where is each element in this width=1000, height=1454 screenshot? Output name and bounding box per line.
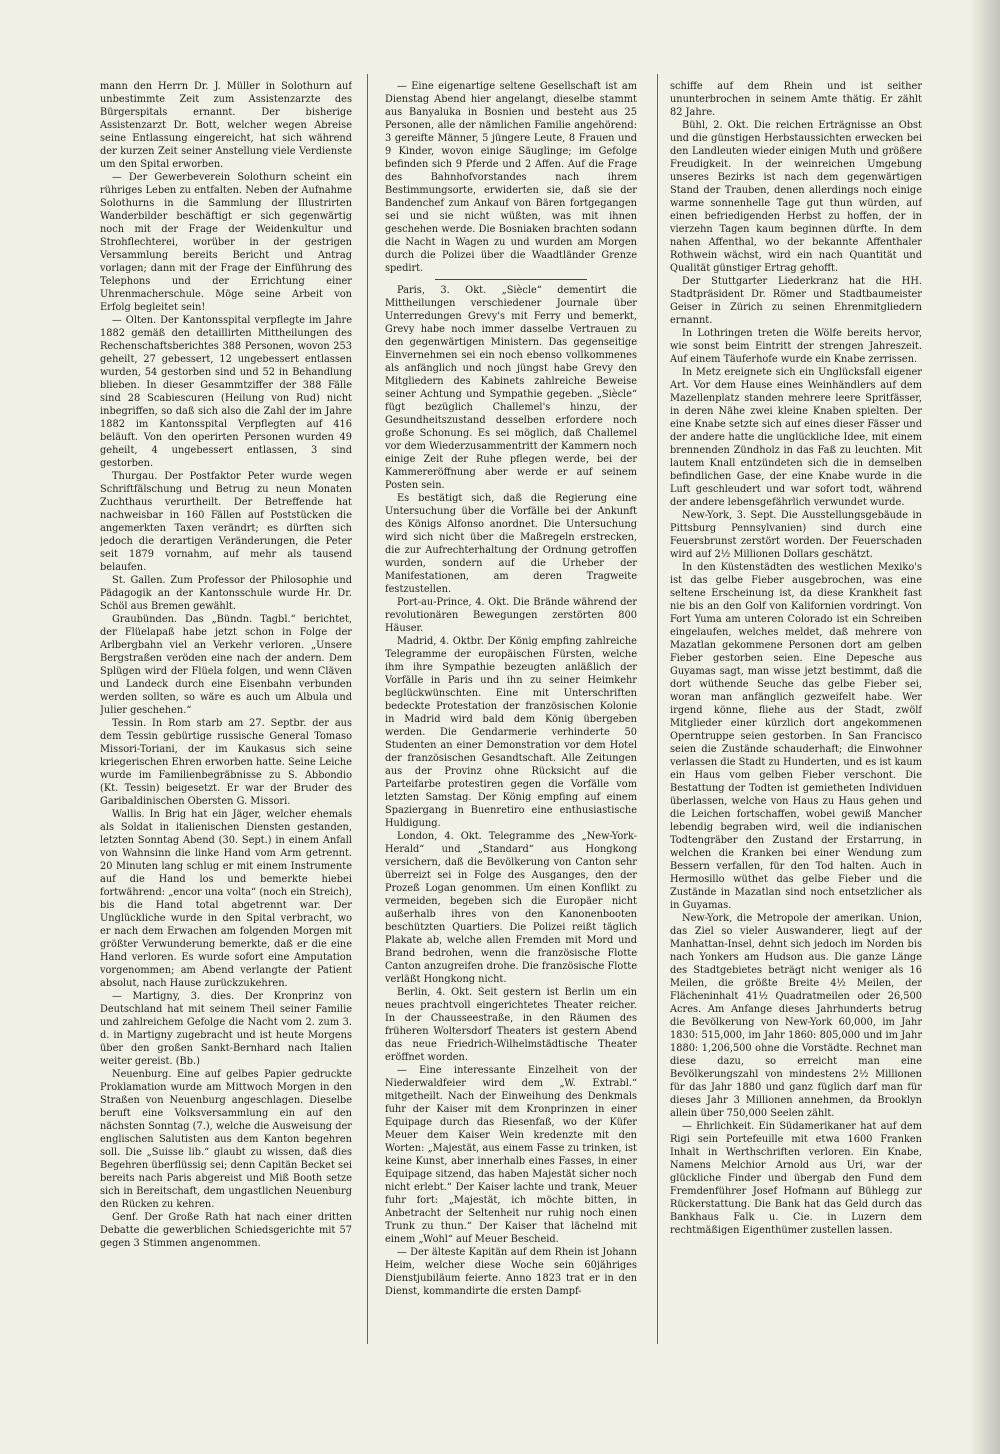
article-st-gallen: St. Gallen. Zum Professor der Philosophie und Pädagogik an der Kantonsschule wurde Hr. Dr. Schöl aus Bremen gewählt.	[100, 575, 352, 612]
article-bosniaken: — Eine eigenartige seltene Gesellschaft ist am Dienstag Abend hier angelangt, dieselbe stammt aus Banyaluka in Bosnien und besteht aus 25 Personen, alle der nämlichen Familie angehörend: 3 gereifte Männer, 5 jüngere Leute, 8 Frauen und 9 Kinder, wovon einige Säuglinge; im Gefolge befinden sich 9 Pferde und 2 Affen. Auf die Frage des Bahnhofvorstandes nach ihrem Bestimmungsorte, erwiderten sie, daß sie der Bandenchef zum Ankauf von Bären fortgegangen sei und sie nicht wüßten, was mit ihnen geschehen werde. Die Bosniaken brachten sodann die Nacht in Wagen zu und wurden am Morgen durch die Polizei über die Waadtländer Grenze spedirt.	[385, 81, 637, 274]
article-metz: In Metz ereignete sich ein Unglücksfall eigener Art. Vor dem Hause eines Weinhändlers auf dem Mazellenplatz standen mehrere leere Spritfässer, in deren Nähe zwei kleine Knaben spielten. Der eine Knabe setzte sich auf eines dieser Fässer und der andere hatte die unglückliche Idee, mit einem brennenden Zündholz in das Faß zu leuchten. Mit lautem Knall entzündeten sich die in demselben befindlichen Gase, der eine Knabe wurde in die Luft geschleudert und war sofort todt, während der andere lebensgefährlich verwundet wurde.	[670, 367, 922, 508]
article-new-york-brand: New-York, 3. Sept. Die Ausstellungsgebäude in Pittsburg Pennsylvanien) sind durch eine Feuersbrunst zerstört worden. Der Feuerschaden wird auf 2½ Millionen Dollars geschätzt.	[670, 510, 922, 560]
column-2	[385, 80, 637, 1420]
article-wallis: Wallis. In Brig hat ein Jäger, welcher ehemals als Soldat in italienischen Diensten gestanden, letzten Sonntag Abend (30. Sept.) in einem Anfall von Wahnsinn die linke Hand vom Arm getrennt. 20 Minuten lang schlug er mit einem Instrumente auf die Hand los und bemerkte hiebei fortwährend: „encor una volta“ (noch ein Streich), bis die Hand total abgetrennt war. Der Unglückliche wurde in den Spital verbracht, wo er nach dem Erwachen am folgenden Morgen mit größter Verwunderung bemerkte, daß er die eine Hand verloren. Es wurde sofort eine Amputation vorgenommen; am Abend verlangte der Patient absolut, nach Hause zurückzukehren.	[100, 809, 352, 989]
article-tessin: Tessin. In Rom starb am 27. Septbr. der aus dem Tessin gebürtige russische General Tomaso Missori-Toriani, der im Kaukasus sich seine kriegerischen Ehren erworben hatte. Seine Leiche wurde im Familienbegräbnisse zu S. Abbondio (Kt. Tessin) beigesetzt. Er war der Bruder des Garibaldinischen Obersten G. Missori.	[100, 718, 352, 807]
article-gewerbeverein: — Der Gewerbeverein Solothurn scheint ein rühriges Leben zu entfalten. Neben der Aufnahme Solothurns in die Sammlung der Illustrirten Wanderbilder beschäftigt er sich gegenwärtig noch mit der Frage der Weidenkultur und Strohflechterei, worüber in der gestrigen Versammlung bereits Bericht und Antrag vorlagen; dann mit der Frage der Einführung des Telephons und der Errichtung einer Uhrenmacherschule. Möge seine Arbeit von Erfolg begleitet sein!	[100, 172, 352, 313]
article-ehrlichkeit: — Ehrlichkeit. Ein Südamerikaner hat auf dem Rigi sein Portefeuille mit etwa 1600 Franken Inhalt in Werthschriften verloren. Ein Knabe, Namens Melchior Arnold aus Uri, war der glückliche Finder und übergab den Fund dem Fremdenführer Josef Hofmann auf Bühlegg zur Rückerstattung. Die Bank hat das Geld durch das Bankhaus Falk u. Cie. in Luzern dem rechtmäßigen Eigenthümer zustellen lassen.	[670, 1121, 922, 1236]
article-kapitaen-cont: schiffe auf dem Rhein und ist seither ununterbrochen in seinem Amte thätig. Er zählt 82 Jahre.	[670, 81, 922, 118]
article-paris-untersuchung: Es bestätigt sich, daß die Regierung eine Untersuchung über die Vorfälle bei der Ankunft des Königs Alfonso anordnet. Die Untersuchung wird sich nicht über die Maßregeln erstrecken, die zur Aufrechterhaltung der Ordnung getroffen wurden, sondern auf die Urheber der Manifestationen, am deren Tragweite festzustellen.	[385, 493, 637, 595]
article-thurgau: Thurgau. Der Postfaktor Peter wurde wegen Schriftfälschung und Betrug zu neun Monaten Zuchthaus verurtheilt. Der Betreffende hat nachweisbar in 160 Fällen auf Poststücken die angemerkten Taxen verändrt; es dürften sich jedoch die derartigen Veränderungen, die Peter seit 1879 vornahm, auf mehr als tausend belaufen.	[100, 471, 352, 573]
article-martigny: — Martigny, 3. dies. Der Kronprinz von Deutschland hat mit seinem Theil seiner Familie und zahlreichem Gefolge die Nacht vom 2. zum 3. d. in Martigny zugebracht und ist heute Morgens über den großen Sankt-Bernhard nach Italien weiter gereist. (Bb.)	[100, 991, 352, 1067]
article-madrid: Madrid, 4. Oktbr. Der König empfing zahlreiche Telegramme der europäischen Fürsten, welche ihm ihre Sympathie bezeugten anläßlich der Vorfälle in Paris und ihn zu seiner Heimkehr beglückwünschten. Eine mit Unterschriften bedeckte Protestation der französischen Kolonie in Madrid wird bald dem König übergeben werden. Die Gendarmerie verhinderte 50 Studenten an einer Demonstration vor dem Hotel der französischen Gesandtschaft. Alle Zeitungen aus der Provinz ohne Rücksicht auf die Parteifarbe protestiren gegen die Vorfälle vom letzten Samstag. Der König empfing auf einem Spaziergang in Buenretiro eine enthusiastische Huldigung.	[385, 636, 637, 829]
article-buehl: Bühl, 2. Okt. Die reichen Erträgnisse an Obst und die günstigen Herbstaussichten erwecken bei den Landleuten wieder einigen Muth und größere Freudigkeit. In der weinreichen Umgebung unseres Bezirks ist nach dem gegenwärtigen Stand der Trauben, denen allerdings noch einige warme sonnenhelle Tage gut thun würden, auf einen befriedigenden Herbst zu hoffen, der in vierzehn Tagen kaum beginnen dürfte. In dem nahen Affenthal, wo der bekannte Affenthaler Rothwein wächst, wird ein nach Quantität und Qualität günstiger Ertrag gehofft.	[670, 120, 922, 274]
article-paris: Paris, 3. Okt. „Siècle“ dementirt die Mittheilungen verschiedener Journale über Unterredungen Grevy's mit Ferry und bemerkt, Grevy habe noch immer dasselbe Vertrauen zu den gegenwärtigen Ministern. Das gegenseitige Einvernehmen sei ein noch ebenso vollkommenes als anfänglich und noch jüngst habe Grevy den Mitgliedern des Kabinets zahlreiche Beweise seiner Achtung und Sympathie gegeben. „Siècle“ fügt bezüglich Challemel's hinzu, der Gesundheitszustand desselben erfordere noch große Schonung. Es sei möglich, daß Challemel vor dem Wiederzusammentritt der Kammern noch einige Zeit der Ruhe pflegen werde, bei der Kammereröffnung aber werde er auf seinem Posten sein.	[385, 285, 637, 491]
article-kapitaen: — Der älteste Kapitän auf dem Rhein ist Johann Heim, welcher diese Woche sein 60jähriges Dienstjubiläum feierte. Anno 1823 trat er in den Dienst, kommandirte die ersten Dampf-	[385, 1247, 637, 1297]
article-solothurn-spital: mann den Herrn Dr. J. Müller in Solothurn auf unbestimmte Zeit zum Assistenzarzte des Bürgerspitals ernannt. Der bisherige Assistenzarzt Dr. Bott, welcher wegen Abreise seine Entlassung eingereicht, hat sich während der kurzen Zeit seiner Anstellung viele Verdienste um den Spital erworben.	[100, 81, 352, 170]
article-graubuenden: Graubünden. Das „Bündn. Tagbl.“ berichtet, der Flüelapaß habe jetzt schon in Folge der Arlbergbahn viel an Verkehr verloren. „Unsere Bergstraßen veröden eine nach der andern. Dem Splügen wird der Flüela folgen, und wenn Cläven und Landeck durch eine Eisenbahn verbunden werden sollten, so wäre es auch um Albula und Julier geschehen.“	[100, 614, 352, 716]
column-1	[100, 80, 352, 1420]
article-lothringen: In Lothringen treten die Wölfe bereits hervor, wie sonst beim Eintritt der strengen Jahreszeit. Auf einem Täuferhofe wurde ein Knabe zerrissen.	[670, 328, 922, 365]
column-rule-right	[657, 74, 658, 1344]
article-olten: — Olten. Der Kantonsspital verpflegte im Jahre 1882 gemäß den detaillirten Mittheilungen des Rechenschaftsberichtes 388 Personen, wovon 253 geheilt, 27 gebessert, 12 ungebessert entlassen wurden, 54 gestorben sind und 52 in Behandlung blieben. In dieser Gesammtziffer der 388 Fälle sind 28 Scabiescuren (Heilung von Rud) nicht inbegriffen, so daß sich also die Zahl der im Jahre 1882 im Kantonsspital Verpflegten auf 416 beläuft. Von den operirten Personen wurden 49 geheilt, 4 ungebessert entlassen, 3 sind gestorben.	[100, 315, 352, 469]
article-genf: Genf. Der Große Rath hat nach einer dritten Debatte die gewerblichen Schiedsgerichte mit 57 gegen 3 Stimmen angenommen.	[100, 1212, 352, 1249]
article-mexiko: In den Küstenstädten des westlichen Mexiko's ist das gelbe Fieber ausgebrochen, was eine seltene Erscheinung ist, da diese Krankheit fast nie bis an den Golf von Kalifornien vordringt. Von Fort Yuma am unteren Colorado ist ein Schreiben eingelaufen, welches meldet, daß mehrere von Mazatlan gekommene Personen dort am gelben Fieber gestorben seien. Eine Depesche aus Guyamas sagt, man wisse jetzt bestimmt, daß die dort wüthende Seuche das gelbe Fieber sei, woran man anfänglich gezweifelt habe. Wer irgend könne, fliehe aus der Stadt, zwölf Mitglieder einer kürzlich dort angekommenen Operntruppe seien gestorben. In San Francisco seien die Zustände schauderhaft; die Einwohner verlassen die Stadt zu Hunderten, und es ist kaum ein Haus vom gelben Fieber verschont. Die Bestattung der Todten ist gemietheten Individuen überlassen, welche von Haus zu Haus gehen und die Leichen fortschaffen, wobei gewiß Mancher lebendig begraben wird, weil die indianischen Todtengräber den Zustand der Erstarrung, in welchen die Kranken bei einer Wendung zum Bessern verfallen, für den Tod halten. Auch in Hermosillo wüthet das gelbe Fieber und die Zustände in Mazatlan sind noch entsetzlicher als in Guyamas.	[670, 562, 922, 911]
article-london: London, 4. Okt. Telegramme des „New-York-Herald“ und „Standard“ aus Hongkong versichern, daß die Bevölkerung von Canton sehr überreizt sei in Folge des Ausganges, den der Prozeß Logan genommen. Um einen Konflikt zu vermeiden, begeben sich die Europäer nicht außerhalb ihres von den Kanonenbooten beschützten Quartiers. Die Polizei reißt täglich Plakate ab, welche allen Fremden mit Mord und Brand bedrohen, wenn die französische Flotte Canton anzugreifen drohe. Die französische Flotte verläßt Hongkong nicht.	[385, 831, 637, 985]
column-rule-left	[367, 74, 368, 1344]
article-new-york: New-York, die Metropole der amerikan. Union, das Ziel so vieler Auswanderer, liegt auf der Manhattan-Insel, dehnt sich jedoch im Norden bis nach Yonkers am Hudson aus. Die ganze Länge des Stadtgebietes beträgt nicht weniger als 16 Meilen, die größte Breite 4½ Meilen, der Flächeninhalt 41½ Quadratmeilen oder 26,500 Acres. Am Anfange dieses Jahrhunderts betrug die Bevölkerung von New-York 60,000, im Jahr 1830: 515,000, im Jahr 1860: 805,000 und im Jahr 1880: 1,206,500 ohne die Vorstädte. Rechnet man diese dazu, so erreicht man eine Bevölkerungszahl von mindestens 2½ Millionen für das Jahr 1880 und ganz füglich darf man für dieses Jahr 3 Millionen annehmen, da Brooklyn allein über 750,000 Seelen zählt.	[670, 913, 922, 1119]
column-3	[670, 80, 922, 1420]
page-edge-shadow	[970, 0, 1000, 1454]
article-stuttgart: Der Stuttgarter Liederkranz hat die HH. Stadtpräsident Dr. Römer und Stadtbaumeister Geiser in Zürich zu seinen Ehrenmitgliedern ernannt.	[670, 276, 922, 326]
article-niederwald: — Eine interessante Einzelheit von der Niederwaldfeier wird dem „W. Extrabl.“ mitgetheilt. Nach der Einweihung des Denkmals fuhr der Kaiser mit dem Kronprinzen in einer Equipage durch das Riesenfaß, wo der Küfer Meuer dem Kaiser Wein kredenzte mit den Worten: „Majestät, aus einem Fasse zu trinken, ist keine Kunst, aber innerhalb eines Fasses, in einer Equipage sitzend, das haben Majestät sicher noch nicht erlebt.“ Der Kaiser lachte und trank, Meuer fuhr fort: „Majestät, ich möchte bitten, in Anbetracht der Seltenheit nur ruhig noch einen Trunk zu thun.“ Der Kaiser that lächelnd mit einem „Wohl“ auf Meuer Bescheid.	[385, 1065, 637, 1245]
article-berlin: Berlin, 4. Okt. Seit gestern ist Berlin um ein neues prachtvoll eingerichtetes Theater reicher. In der Chausseestraße, in den Räumen des früheren Woltersdorf Theaters ist gestern Abend das neue Friedrich-Wilhelmstädtische Theater eröffnet worden.	[385, 987, 637, 1063]
article-neuenburg: Neuenburg. Eine auf gelbes Papier gedruckte Proklamation wurde am Mittwoch Morgen in den Straßen von Neuenburg angeschlagen. Dieselbe beruft eine Volksversammlung ein auf den nächsten Sonntag (7.), welche die Ausweisung der englischen Salutisten aus dem Kanton begehren soll. Die „Suisse lib.“ glaubt zu wissen, daß dies Begehren überflüssig sei; denn Capitän Becket sei bereits nach Paris abgereist und Miß Booth setze sich in Bereitschaft, dem ungastlichen Neuenburg den Rücken zu kehren.	[100, 1069, 352, 1210]
article-port-au-prince: Port-au-Prince, 4. Okt. Die Brände während der revolutionären Bewegungen zerstörten 800 Häuser.	[385, 597, 637, 634]
section-divider	[435, 279, 587, 280]
